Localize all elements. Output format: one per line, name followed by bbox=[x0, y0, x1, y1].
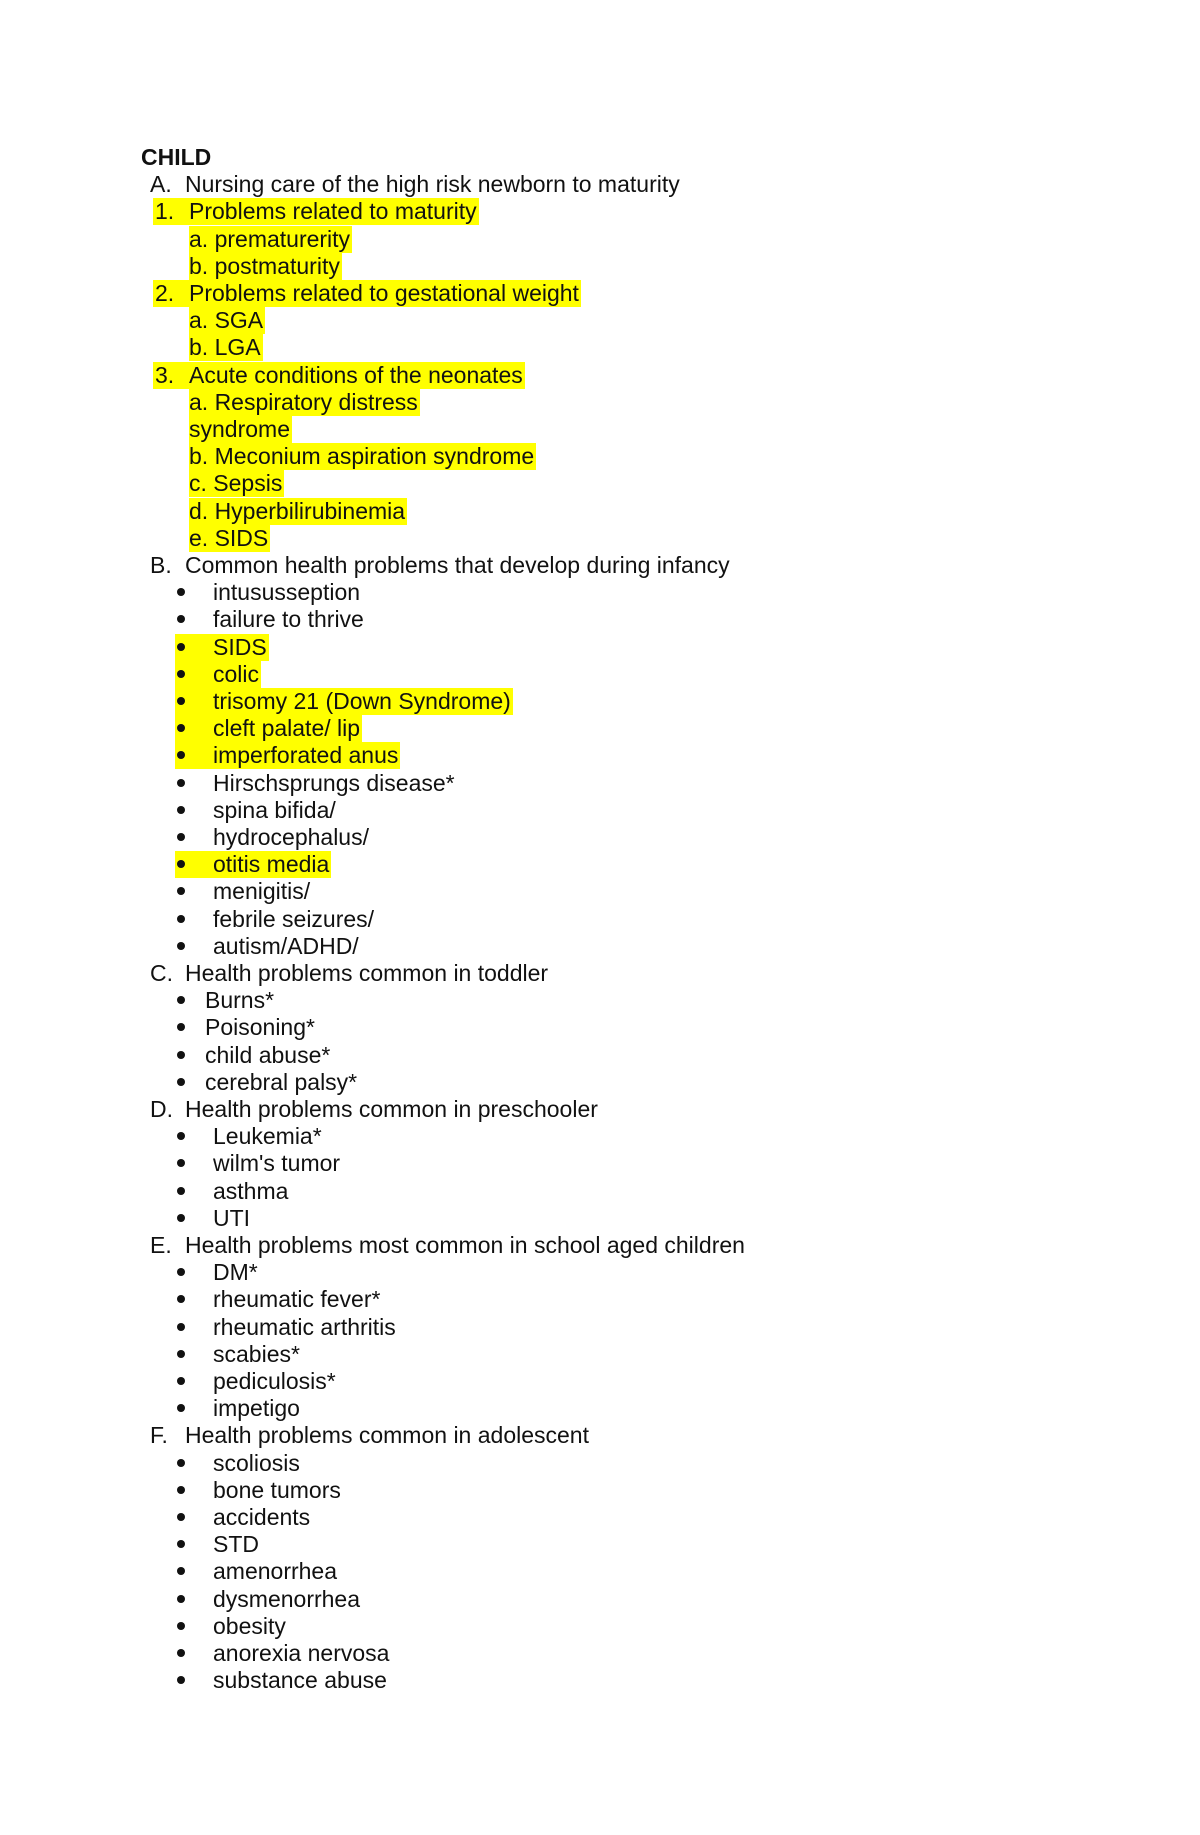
numbered-marker: 3. bbox=[155, 362, 175, 388]
list-item-row bbox=[175, 1150, 342, 1177]
bullet-icon bbox=[177, 1078, 185, 1086]
sub-item-text: b. Meconium aspiration syndrome bbox=[189, 443, 535, 469]
section-heading-text: Health problems common in adolescent bbox=[185, 1422, 589, 1448]
list-item-row bbox=[175, 797, 338, 824]
sub-item-text: syndrome bbox=[189, 416, 290, 442]
sub-item bbox=[189, 443, 536, 470]
list-item bbox=[175, 1558, 339, 1585]
bullet-icon bbox=[177, 615, 185, 623]
list-item-text: obesity bbox=[213, 1613, 286, 1639]
list-item-text: febrile seizures/ bbox=[213, 906, 375, 932]
section-marker: C. bbox=[150, 960, 173, 986]
bullet-icon bbox=[177, 643, 185, 651]
list-item-text: substance abuse bbox=[213, 1667, 387, 1693]
list-item-row bbox=[175, 1314, 398, 1341]
highlighted-sub-item bbox=[189, 416, 292, 443]
list-item bbox=[175, 1286, 382, 1313]
highlighted-sub-item bbox=[189, 470, 284, 497]
bullet-icon bbox=[177, 1268, 185, 1276]
section-marker: D. bbox=[150, 1096, 173, 1122]
list-item-text: amenorrhea bbox=[213, 1558, 338, 1584]
list-item-text: autism/ADHD/ bbox=[213, 933, 359, 959]
bullet-icon bbox=[177, 1214, 185, 1222]
section-marker: B. bbox=[150, 552, 172, 578]
section-heading bbox=[150, 1096, 598, 1123]
highlighted-numbered-item bbox=[153, 198, 479, 225]
sub-item bbox=[189, 334, 263, 361]
sub-item-text: a. SGA bbox=[189, 307, 264, 333]
bullet-icon bbox=[177, 779, 185, 787]
section-marker: F. bbox=[150, 1422, 168, 1448]
bullet-icon bbox=[177, 751, 185, 759]
list-item bbox=[175, 1178, 290, 1205]
bullet-icon bbox=[177, 1404, 185, 1412]
list-item-row bbox=[175, 824, 371, 851]
list-item-row bbox=[175, 1558, 339, 1585]
numbered-item bbox=[153, 362, 525, 389]
numbered-item-text: Problems related to gestational weight bbox=[189, 280, 579, 306]
sub-item-text: d. Hyperbilirubinemia bbox=[189, 498, 406, 524]
list-item-row bbox=[175, 1504, 312, 1531]
sub-item-text: c. Sepsis bbox=[189, 470, 283, 496]
list-item-row bbox=[175, 579, 362, 606]
highlighted-sub-item bbox=[189, 389, 420, 416]
bullet-icon bbox=[177, 1377, 185, 1385]
highlighted-numbered-item bbox=[153, 280, 581, 307]
highlighted-sub-item bbox=[189, 443, 536, 470]
bullet-icon bbox=[177, 1459, 185, 1467]
sub-item bbox=[189, 253, 342, 280]
bullet-icon bbox=[177, 833, 185, 841]
numbered-marker: 1. bbox=[155, 198, 175, 224]
list-item-text: scabies* bbox=[213, 1341, 300, 1367]
list-item bbox=[175, 634, 269, 661]
list-item bbox=[175, 987, 276, 1014]
sub-item bbox=[189, 307, 265, 334]
bullet-icon bbox=[177, 1323, 185, 1331]
list-item-text: dysmenorrhea bbox=[213, 1586, 361, 1612]
list-item bbox=[175, 1368, 338, 1395]
list-item-text: hydrocephalus/ bbox=[213, 824, 369, 850]
bullet-icon bbox=[177, 1023, 185, 1031]
bullet-icon bbox=[177, 942, 185, 950]
list-item-text: DM* bbox=[213, 1259, 258, 1285]
section-heading bbox=[150, 171, 680, 198]
list-item bbox=[175, 1069, 359, 1096]
list-item bbox=[175, 579, 362, 606]
list-item bbox=[175, 770, 457, 797]
section-heading-text: Nursing care of the high risk newborn to maturity bbox=[185, 171, 680, 197]
list-item-text: impetigo bbox=[213, 1395, 300, 1421]
sub-item bbox=[189, 470, 284, 497]
list-item-text: SIDS bbox=[213, 634, 267, 660]
bullet-icon bbox=[177, 588, 185, 596]
numbered-item-text: Problems related to maturity bbox=[189, 198, 477, 224]
list-item-text: trisomy 21 (Down Syndrome) bbox=[213, 688, 511, 714]
list-item bbox=[175, 661, 261, 688]
highlighted-sub-item bbox=[189, 334, 263, 361]
highlighted-list-item bbox=[175, 661, 261, 688]
list-item-row bbox=[175, 1531, 261, 1558]
bullet-icon bbox=[177, 697, 185, 705]
list-item-row bbox=[175, 933, 361, 960]
list-item-text: UTI bbox=[213, 1205, 251, 1231]
list-item-text: Poisoning* bbox=[205, 1014, 315, 1040]
list-item bbox=[175, 688, 513, 715]
list-item-text: STD bbox=[213, 1531, 259, 1557]
section-heading-text: Health problems common in preschooler bbox=[185, 1096, 598, 1122]
list-item-row bbox=[175, 1613, 288, 1640]
list-item bbox=[175, 1042, 332, 1069]
list-item-row bbox=[175, 1640, 391, 1667]
list-item-text: asthma bbox=[213, 1178, 289, 1204]
list-item-row bbox=[175, 987, 276, 1014]
bullet-icon bbox=[177, 1676, 185, 1684]
list-item bbox=[175, 606, 366, 633]
list-item bbox=[175, 1477, 343, 1504]
highlighted-numbered-item bbox=[153, 362, 525, 389]
bullet-icon bbox=[177, 1595, 185, 1603]
list-item-text: anorexia nervosa bbox=[213, 1640, 390, 1666]
numbered-marker: 2. bbox=[155, 280, 175, 306]
list-item-row bbox=[175, 606, 366, 633]
sub-item-text: b. LGA bbox=[189, 334, 261, 360]
list-item bbox=[175, 715, 362, 742]
list-item bbox=[175, 1531, 261, 1558]
list-item-text: imperforated anus bbox=[213, 742, 399, 768]
list-item-text: wilm's tumor bbox=[213, 1150, 341, 1176]
highlighted-sub-item bbox=[189, 253, 342, 280]
highlighted-sub-item bbox=[189, 226, 352, 253]
list-item bbox=[175, 1395, 302, 1422]
list-item-text: child abuse* bbox=[205, 1042, 331, 1068]
bullet-icon bbox=[177, 1132, 185, 1140]
sub-item-text: a. Respiratory distress bbox=[189, 389, 418, 415]
list-item-text: Leukemia* bbox=[213, 1123, 322, 1149]
sub-item bbox=[189, 226, 352, 253]
list-item-row bbox=[175, 770, 457, 797]
list-item bbox=[175, 933, 361, 960]
list-item bbox=[175, 1314, 398, 1341]
bullet-icon bbox=[177, 1567, 185, 1575]
list-item-text: rheumatic fever* bbox=[213, 1286, 381, 1312]
list-item-text: bone tumors bbox=[213, 1477, 341, 1503]
sub-item-text: a. prematurerity bbox=[189, 226, 351, 252]
highlighted-list-item bbox=[175, 688, 513, 715]
bullet-icon bbox=[177, 806, 185, 814]
bullet-icon bbox=[177, 1350, 185, 1358]
section-heading-text: Common health problems that develop during infancy bbox=[185, 552, 730, 578]
document-title bbox=[141, 144, 211, 171]
sub-item bbox=[189, 498, 407, 525]
list-item bbox=[175, 1205, 252, 1232]
highlighted-sub-item bbox=[189, 525, 270, 552]
bullet-icon bbox=[177, 1187, 185, 1195]
section-heading-text: Health problems most common in school aged children bbox=[185, 1232, 745, 1258]
list-item-text: Hirschsprungs disease* bbox=[213, 770, 455, 796]
list-item-row bbox=[175, 1667, 389, 1694]
sub-item-text: b. postmaturity bbox=[189, 253, 340, 279]
list-item bbox=[175, 906, 376, 933]
highlighted-list-item bbox=[175, 851, 331, 878]
highlighted-list-item bbox=[175, 715, 362, 742]
list-item-row bbox=[175, 1069, 359, 1096]
list-item-text: colic bbox=[213, 661, 260, 687]
sub-item bbox=[189, 525, 270, 552]
list-item-text: rheumatic arthritis bbox=[213, 1314, 396, 1340]
bullet-icon bbox=[177, 887, 185, 895]
section-marker: E. bbox=[150, 1232, 172, 1258]
bullet-icon bbox=[177, 724, 185, 732]
list-item bbox=[175, 1014, 317, 1041]
highlighted-list-item bbox=[175, 634, 269, 661]
list-item-row bbox=[175, 1586, 362, 1613]
bullet-icon bbox=[177, 1051, 185, 1059]
list-item-text: accidents bbox=[213, 1504, 311, 1530]
list-item-row bbox=[175, 1477, 343, 1504]
list-item-row bbox=[175, 1123, 324, 1150]
bullet-icon bbox=[177, 1540, 185, 1548]
list-item bbox=[175, 1504, 312, 1531]
list-item bbox=[175, 878, 312, 905]
sub-item bbox=[189, 389, 420, 416]
document-title-text: CHILD bbox=[141, 144, 212, 170]
list-item-text: scoliosis bbox=[213, 1450, 300, 1476]
section-heading bbox=[150, 1232, 745, 1259]
list-item-row bbox=[175, 1042, 332, 1069]
list-item-text: spina bifida/ bbox=[213, 797, 336, 823]
bullet-icon bbox=[177, 1295, 185, 1303]
numbered-item bbox=[153, 198, 479, 225]
list-item-text: cleft palate/ lip bbox=[213, 715, 361, 741]
highlighted-sub-item bbox=[189, 307, 265, 334]
numbered-item-text: Acute conditions of the neonates bbox=[189, 362, 523, 388]
bullet-icon bbox=[177, 1622, 185, 1630]
list-item-row bbox=[175, 878, 312, 905]
sub-item bbox=[189, 416, 292, 443]
list-item-row bbox=[175, 1368, 338, 1395]
section-heading bbox=[150, 552, 730, 579]
list-item bbox=[175, 1450, 302, 1477]
list-item bbox=[175, 851, 331, 878]
bullet-icon bbox=[177, 1513, 185, 1521]
bullet-icon bbox=[177, 1649, 185, 1657]
numbered-item bbox=[153, 280, 581, 307]
list-item-row bbox=[175, 1341, 302, 1368]
bullet-icon bbox=[177, 670, 185, 678]
list-item bbox=[175, 1667, 389, 1694]
list-item-row bbox=[175, 1450, 302, 1477]
highlighted-sub-item bbox=[189, 498, 407, 525]
list-item bbox=[175, 797, 338, 824]
highlighted-list-item bbox=[175, 742, 400, 769]
bullet-icon bbox=[177, 1486, 185, 1494]
sub-item-text: e. SIDS bbox=[189, 525, 269, 551]
list-item bbox=[175, 1586, 362, 1613]
list-item bbox=[175, 1150, 342, 1177]
list-item-text: failure to thrive bbox=[213, 606, 364, 632]
list-item bbox=[175, 1613, 288, 1640]
bullet-icon bbox=[177, 1159, 185, 1167]
list-item-row bbox=[175, 1286, 382, 1313]
list-item bbox=[175, 742, 400, 769]
bullet-icon bbox=[177, 915, 185, 923]
list-item-text: otitis media bbox=[213, 851, 330, 877]
list-item-text: pediculosis* bbox=[213, 1368, 336, 1394]
section-heading bbox=[150, 1422, 589, 1449]
section-heading-text: Health problems common in toddler bbox=[185, 960, 549, 986]
list-item-row bbox=[175, 1259, 260, 1286]
list-item-row bbox=[175, 1395, 302, 1422]
list-item bbox=[175, 1640, 391, 1667]
list-item-row bbox=[175, 1014, 317, 1041]
list-item-row bbox=[175, 1178, 290, 1205]
list-item bbox=[175, 1341, 302, 1368]
list-item bbox=[175, 824, 371, 851]
list-item-text: Burns* bbox=[205, 987, 275, 1013]
list-item-text: menigitis/ bbox=[213, 878, 311, 904]
list-item-text: intususseption bbox=[213, 579, 361, 605]
list-item bbox=[175, 1123, 324, 1150]
section-heading bbox=[150, 960, 548, 987]
bullet-icon bbox=[177, 860, 185, 868]
list-item-text: cerebral palsy* bbox=[205, 1069, 358, 1095]
list-item-row bbox=[175, 906, 376, 933]
section-marker: A. bbox=[150, 171, 172, 197]
bullet-icon bbox=[177, 996, 185, 1004]
list-item bbox=[175, 1259, 260, 1286]
list-item-row bbox=[175, 1205, 252, 1232]
